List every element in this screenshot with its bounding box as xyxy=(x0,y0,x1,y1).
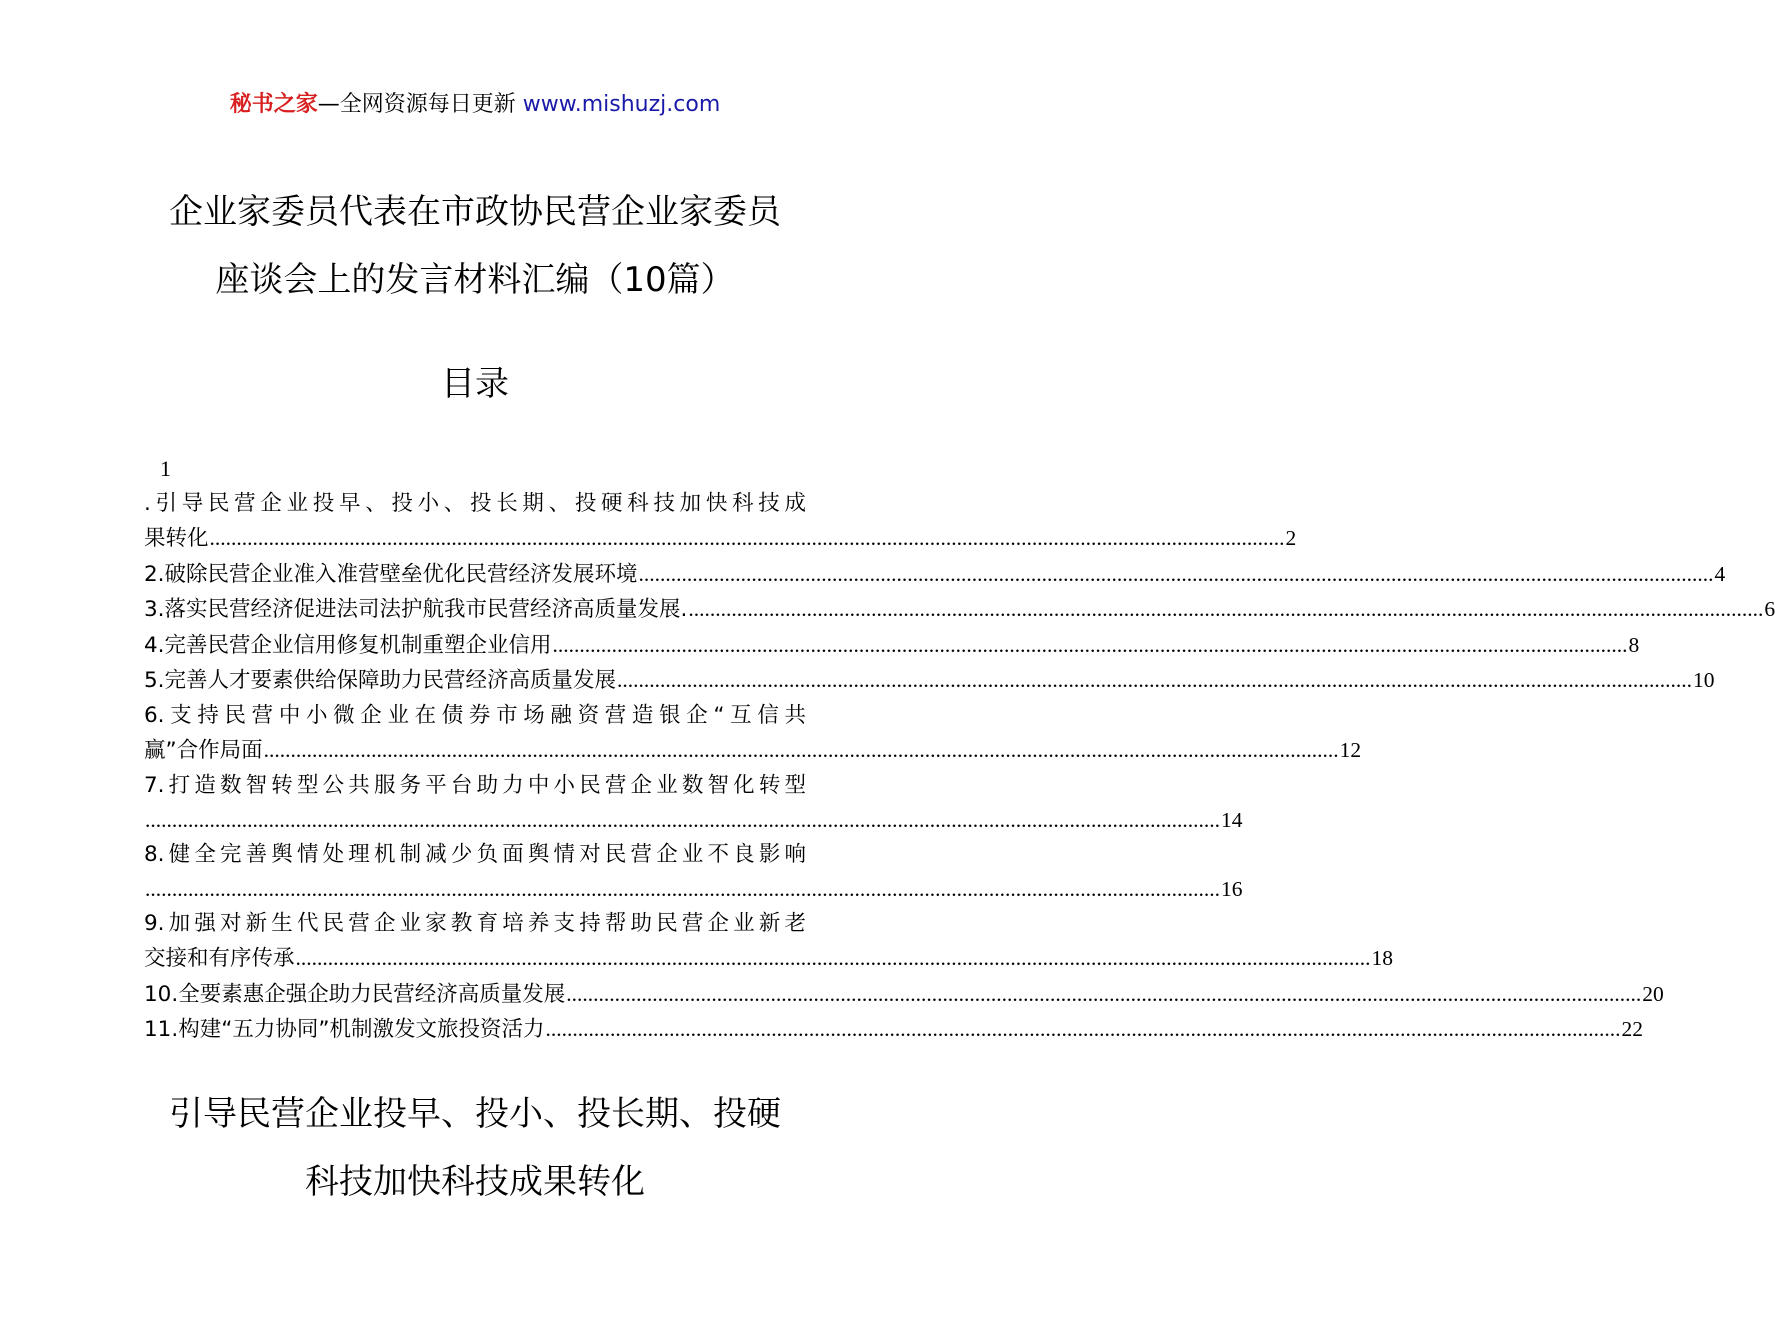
document-title-line-2: 座谈会上的发言材料汇编（10篇） xyxy=(215,260,735,300)
section-title-line-2: 科技加快科技成果转化 xyxy=(305,1162,645,1202)
toc-entry-first-line: 8.健全完善舆情处理机制减少负面舆情对民营企业不良影响 xyxy=(144,841,806,867)
toc-entry[interactable] xyxy=(144,699,1362,769)
toc-page-number: 2 xyxy=(1285,526,1297,550)
toc-page-number: 12 xyxy=(1339,738,1362,762)
toc-dot-leader: ........................................................................................................................................................................................................ xyxy=(545,1017,1621,1041)
toc-entry-text: 11.构建“五力协同”机制激发文旅投资活力 xyxy=(144,1017,545,1042)
toc-entry-text: 果转化 xyxy=(144,526,209,551)
toc-entry-row xyxy=(144,557,1726,593)
toc-entry-row xyxy=(144,803,1243,838)
toc-dot-leader: ........................................................................................................................................................................................................ xyxy=(552,632,1628,657)
toc-dot-leader: ........................................................................................................................................................................................................ xyxy=(295,946,1371,970)
toc-entry-text: 5.完善人才要素供给保障助力民营经济高质量发展 xyxy=(144,668,617,693)
toc-entry-list xyxy=(144,487,1775,1048)
toc-entry[interactable] xyxy=(144,592,1775,628)
toc-entry-text: 赢”合作局面 xyxy=(144,738,263,763)
document-title-line-1: 企业家委员代表在市政协民营企业家委员 xyxy=(169,192,781,232)
toc-page-number: 18 xyxy=(1371,946,1394,970)
toc-entry[interactable] xyxy=(144,1012,1643,1048)
site-url-link[interactable]: www.mishuzj.com xyxy=(522,92,721,117)
section-title xyxy=(0,1080,950,1216)
toc-entry-row xyxy=(144,592,1775,628)
toc-entry[interactable] xyxy=(144,769,1243,838)
toc-entry[interactable] xyxy=(144,628,1640,664)
toc-entry-text: 交接和有序传承 xyxy=(144,946,295,971)
header-tagline: —全网资源每日更新 xyxy=(317,92,516,117)
toc-entry-text: 2.破除民营企业准入准营壁垒优化民营经济发展环境 xyxy=(144,561,638,587)
toc-page-number: 22 xyxy=(1621,1017,1643,1041)
toc-entry-row xyxy=(144,521,1297,557)
toc-dot-leader: ........................................................................................................................................................................................................ xyxy=(145,877,1220,901)
toc-page-number: 4 xyxy=(1714,561,1726,586)
toc-page-number: 10 xyxy=(1693,668,1715,692)
toc-entry-row xyxy=(144,977,1664,1013)
document-title xyxy=(0,178,950,314)
toc-entry-row xyxy=(144,941,1394,977)
table-of-contents xyxy=(144,452,1775,1048)
toc-entry-first-line: 6.支持民营中小微企业在债券市场融资营造银企“互信共 xyxy=(144,702,806,728)
toc-page-number: 20 xyxy=(1642,981,1664,1006)
toc-entry-text: 4.完善民营企业信用修复机制重塑企业信用 xyxy=(144,632,552,658)
toc-dot-leader: ........................................................................................................................................................................................................ xyxy=(263,738,1339,762)
toc-dot-leader: ........................................................................................................................................................................................................ xyxy=(617,668,1693,692)
toc-page-number: 8 xyxy=(1628,632,1640,657)
site-header xyxy=(0,88,950,122)
toc-dot-leader: ........................................................................................................................................................................................................ xyxy=(209,526,1285,550)
brand-name: 秘书之家 xyxy=(229,92,318,117)
toc-entry[interactable] xyxy=(144,838,1243,907)
toc-lead-number: 1 xyxy=(160,456,171,481)
toc-entry-first-line: .引导民营企业投早、投小、投长期、投硬科技加快科技成 xyxy=(144,490,806,516)
toc-entry-row xyxy=(144,733,1362,769)
toc-dot-leader: ........................................................................................................................................................................................................ xyxy=(638,561,1714,586)
toc-entry-row xyxy=(144,628,1640,664)
toc-entry[interactable] xyxy=(144,557,1726,593)
toc-heading: 目录 xyxy=(441,364,509,404)
toc-dot-leader: ........................................................................................................................................................................................................ xyxy=(688,597,1764,621)
toc-entry-first-line: 9.加强对新生代民营企业家教育培养支持帮助民营企业新老 xyxy=(144,910,806,936)
toc-entry[interactable] xyxy=(144,663,1715,699)
toc-entry[interactable] xyxy=(144,487,1297,557)
toc-dot-leader: ........................................................................................................................................................................................................ xyxy=(145,808,1220,832)
toc-entry-row xyxy=(144,1012,1643,1048)
toc-entry[interactable] xyxy=(144,907,1394,977)
section-title-line-1: 引导民营企业投早、投小、投长期、投硬 xyxy=(169,1094,781,1134)
toc-page-number: 6 xyxy=(1764,597,1775,621)
toc-dot-leader: ........................................................................................................................................................................................................ xyxy=(566,981,1642,1006)
toc-entry-row xyxy=(144,663,1715,699)
toc-entry[interactable] xyxy=(144,977,1664,1013)
toc-entry-first-line: 7.打造数智转型公共服务平台助力中小民营企业数智化转型 xyxy=(144,772,806,798)
toc-entry-text: 3.落实民营经济促进法司法护航我市民营经济高质量发展. xyxy=(144,597,688,622)
toc-entry-text: 10.全要素惠企强企助力民营经济高质量发展 xyxy=(144,981,566,1007)
toc-entry-row xyxy=(144,872,1243,907)
toc-page-number: 14 xyxy=(1221,808,1243,832)
toc-page-number: 16 xyxy=(1221,877,1243,901)
